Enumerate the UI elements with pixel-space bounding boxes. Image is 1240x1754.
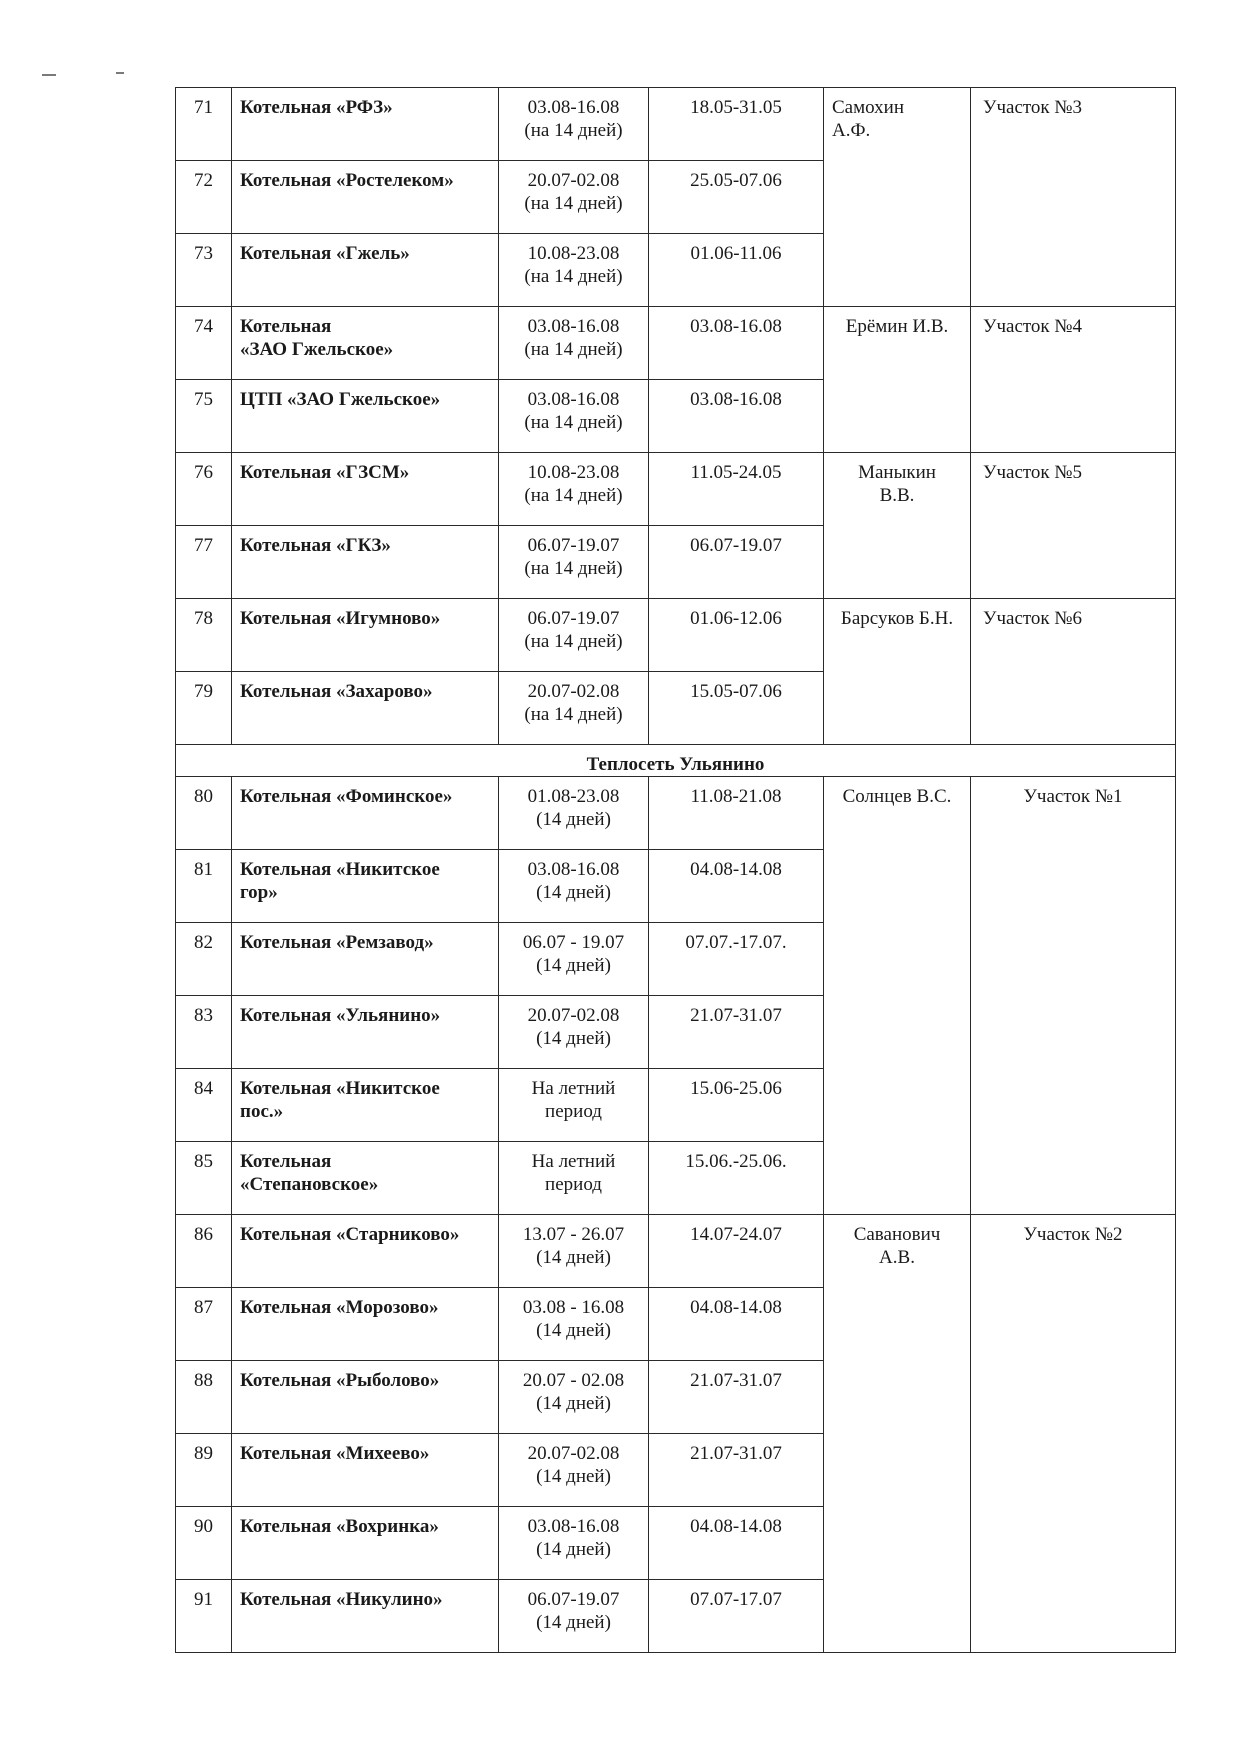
repair-dates: 15.05-07.06 <box>649 672 824 745</box>
boiler-name: Котельная «Ремзавод» <box>232 923 499 996</box>
repair-dates: 01.06-12.06 <box>649 599 824 672</box>
boiler-name: Котельная «Степановское» <box>232 1142 499 1215</box>
repair-dates: 03.08-16.08 <box>649 380 824 453</box>
repair-dates: 11.08-21.08 <box>649 777 824 850</box>
table-row <box>176 599 1176 672</box>
table-row <box>176 307 1176 380</box>
shutdown-period: 13.07 - 26.07 (14 дней) <box>499 1215 649 1288</box>
shutdown-period: 06.07-19.07 (14 дней) <box>499 1580 649 1653</box>
row-number: 89 <box>176 1434 232 1507</box>
area-label: Участок №5 <box>971 453 1176 599</box>
shutdown-period: 03.08-16.08 (14 дней) <box>499 850 649 923</box>
row-number: 82 <box>176 923 232 996</box>
boiler-name: Котельная «Вохринка» <box>232 1507 499 1580</box>
shutdown-period: 03.08-16.08 (на 14 дней) <box>499 380 649 453</box>
section-title: Теплосеть Ульянино <box>176 745 1176 777</box>
row-number: 87 <box>176 1288 232 1361</box>
shutdown-period: 06.07-19.07 (на 14 дней) <box>499 526 649 599</box>
boiler-name: Котельная «РФЗ» <box>232 88 499 161</box>
shutdown-period: На летний период <box>499 1069 649 1142</box>
boiler-schedule-table <box>175 87 1176 1653</box>
boiler-name: Котельная «Рыболово» <box>232 1361 499 1434</box>
row-number: 74 <box>176 307 232 380</box>
row-number: 86 <box>176 1215 232 1288</box>
responsible-person: Барсуков Б.Н. <box>824 599 971 745</box>
repair-dates: 15.06.-25.06. <box>649 1142 824 1215</box>
row-number: 75 <box>176 380 232 453</box>
shutdown-period: 03.08 - 16.08 (14 дней) <box>499 1288 649 1361</box>
area-label: Участок №2 <box>971 1215 1176 1653</box>
responsible-person: Ерёмин И.В. <box>824 307 971 453</box>
area-label: Участок №1 <box>971 777 1176 1215</box>
boiler-name: ЦТП «ЗАО Гжельское» <box>232 380 499 453</box>
shutdown-period: 20.07-02.08 (на 14 дней) <box>499 672 649 745</box>
repair-dates: 01.06-11.06 <box>649 234 824 307</box>
shutdown-period: 06.07-19.07 (на 14 дней) <box>499 599 649 672</box>
row-number: 84 <box>176 1069 232 1142</box>
boiler-name: Котельная «ЗАО Гжельское» <box>232 307 499 380</box>
area-label: Участок №3 <box>971 88 1176 307</box>
row-number: 71 <box>176 88 232 161</box>
repair-dates: 04.08-14.08 <box>649 1507 824 1580</box>
row-number: 78 <box>176 599 232 672</box>
repair-dates: 11.05-24.05 <box>649 453 824 526</box>
row-number: 83 <box>176 996 232 1069</box>
boiler-name: Котельная «Никулино» <box>232 1580 499 1653</box>
repair-dates: 07.07-17.07 <box>649 1580 824 1653</box>
boiler-name: Котельная «Никитское пос.» <box>232 1069 499 1142</box>
row-number: 80 <box>176 777 232 850</box>
repair-dates: 21.07-31.07 <box>649 996 824 1069</box>
shutdown-period: 20.07-02.08 (14 дней) <box>499 1434 649 1507</box>
repair-dates: 25.05-07.06 <box>649 161 824 234</box>
shutdown-period: 03.08-16.08 (на 14 дней) <box>499 88 649 161</box>
repair-dates: 21.07-31.07 <box>649 1361 824 1434</box>
boiler-name: Котельная «Игумново» <box>232 599 499 672</box>
table-row <box>176 1215 1176 1288</box>
repair-dates: 07.07.-17.07. <box>649 923 824 996</box>
responsible-person: Маныкин В.В. <box>824 453 971 599</box>
row-number: 73 <box>176 234 232 307</box>
row-number: 88 <box>176 1361 232 1434</box>
row-number: 81 <box>176 850 232 923</box>
shutdown-period: 01.08-23.08 (14 дней) <box>499 777 649 850</box>
boiler-name: Котельная «Никитское гор» <box>232 850 499 923</box>
row-number: 85 <box>176 1142 232 1215</box>
boiler-name: Котельная «Ульянино» <box>232 996 499 1069</box>
row-number: 90 <box>176 1507 232 1580</box>
shutdown-period: 10.08-23.08 (на 14 дней) <box>499 453 649 526</box>
table-row <box>176 777 1176 850</box>
row-number: 91 <box>176 1580 232 1653</box>
repair-dates: 06.07-19.07 <box>649 526 824 599</box>
area-label: Участок №6 <box>971 599 1176 745</box>
repair-dates: 04.08-14.08 <box>649 850 824 923</box>
scan-artifact <box>116 72 124 74</box>
shutdown-period: На летний период <box>499 1142 649 1215</box>
row-number: 76 <box>176 453 232 526</box>
boiler-name: Котельная «ГЗСМ» <box>232 453 499 526</box>
table-row <box>176 453 1176 526</box>
repair-dates: 03.08-16.08 <box>649 307 824 380</box>
boiler-name: Котельная «ГКЗ» <box>232 526 499 599</box>
repair-dates: 15.06-25.06 <box>649 1069 824 1142</box>
repair-dates: 18.05-31.05 <box>649 88 824 161</box>
boiler-name: Котельная «Гжель» <box>232 234 499 307</box>
row-number: 77 <box>176 526 232 599</box>
boiler-name: Котельная «Захарово» <box>232 672 499 745</box>
row-number: 72 <box>176 161 232 234</box>
boiler-name: Котельная «Старниково» <box>232 1215 499 1288</box>
boiler-name: Котельная «Ростелеком» <box>232 161 499 234</box>
table-row <box>176 88 1176 161</box>
repair-dates: 14.07-24.07 <box>649 1215 824 1288</box>
shutdown-period: 10.08-23.08 (на 14 дней) <box>499 234 649 307</box>
scan-artifact <box>42 74 56 76</box>
shutdown-period: 03.08-16.08 (14 дней) <box>499 1507 649 1580</box>
responsible-person: Солнцев В.С. <box>824 777 971 1215</box>
boiler-name: Котельная «Михеево» <box>232 1434 499 1507</box>
repair-dates: 21.07-31.07 <box>649 1434 824 1507</box>
shutdown-period: 20.07-02.08 (на 14 дней) <box>499 161 649 234</box>
boiler-name: Котельная «Фоминское» <box>232 777 499 850</box>
shutdown-period: 03.08-16.08 (на 14 дней) <box>499 307 649 380</box>
responsible-person: Саванович А.В. <box>824 1215 971 1653</box>
shutdown-period: 06.07 - 19.07 (14 дней) <box>499 923 649 996</box>
repair-dates: 04.08-14.08 <box>649 1288 824 1361</box>
area-label: Участок №4 <box>971 307 1176 453</box>
boiler-name: Котельная «Морозово» <box>232 1288 499 1361</box>
shutdown-period: 20.07-02.08 (14 дней) <box>499 996 649 1069</box>
shutdown-period: 20.07 - 02.08 (14 дней) <box>499 1361 649 1434</box>
row-number: 79 <box>176 672 232 745</box>
responsible-person: Самохин А.Ф. <box>824 88 971 307</box>
